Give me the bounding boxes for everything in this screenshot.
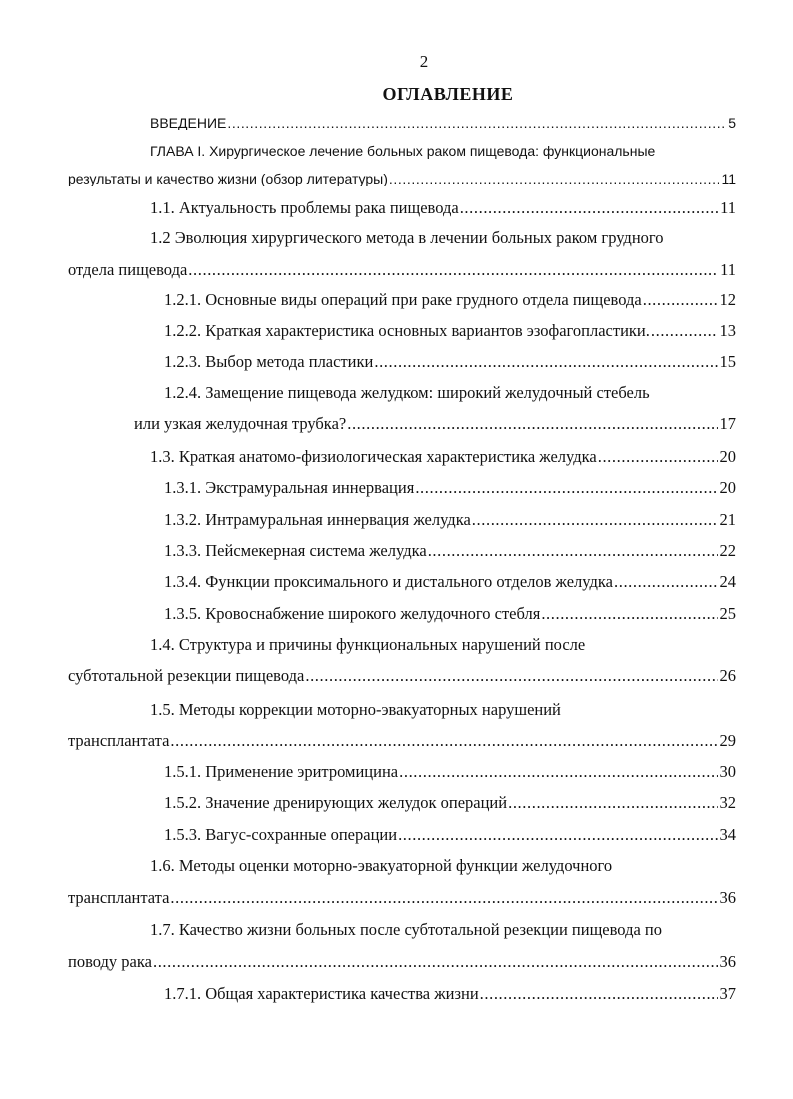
toc-entry-text: 1.3.1. Экстрамуральная иннервация: [164, 480, 415, 497]
toc-entry-text: 1.3.4. Функции проксимального и дистального отделов желудка: [164, 574, 613, 591]
toc-entry-1-3-3[interactable]: [164, 543, 736, 560]
toc-entry-text: 1.2.3. Выбор метода пластики: [164, 354, 374, 371]
toc-entry-page: 25: [719, 606, 736, 623]
toc-entry-1-4[interactable]: [68, 668, 736, 685]
toc-entry-page: 11: [721, 172, 736, 186]
toc-entry-chapter-1[interactable]: [68, 172, 736, 186]
toc-entry-text: трансплантата: [68, 890, 170, 907]
toc-entry-1-3-2[interactable]: [164, 512, 736, 529]
dot-leader: [347, 416, 717, 433]
toc-entry-page: 24: [719, 574, 736, 591]
dot-leader: [188, 262, 718, 279]
toc-entry-1-2-4[interactable]: [134, 416, 736, 433]
toc-entry-1-2-line1[interactable]: 1.2 Эволюция хирургического метода в лечении больных раком грудного: [150, 228, 664, 247]
toc-entry-text: 1.3.2. Интрамуральная иннервация желудка: [164, 512, 471, 529]
toc-entry-text: 1.2.1. Основные виды операций при раке грудного отдела пищевода: [164, 292, 642, 309]
toc-entry-page: 36: [719, 890, 736, 907]
dot-leader: [428, 543, 718, 560]
toc-entry-1-5-2[interactable]: [164, 795, 736, 812]
toc-entry-page: 36: [719, 954, 736, 971]
toc-entry-text: 1.7.1. Общая характеристика качества жизни: [164, 986, 479, 1003]
toc-entry-page: 20: [719, 480, 736, 497]
toc-entry-1-1[interactable]: [150, 200, 736, 217]
dot-leader: [227, 116, 726, 130]
toc-entry-text: 1.2.2. Краткая характеристика основных вариантов эзофагопластики.: [164, 323, 650, 340]
toc-entry-page: 17: [719, 416, 736, 433]
toc-entry-introduction[interactable]: [150, 116, 736, 130]
dot-leader: [541, 606, 717, 623]
dot-leader: [398, 827, 717, 844]
toc-entry-text: 1.3.5. Кровоснабжение широкого желудочного стебля: [164, 606, 541, 623]
toc-entry-1-2-4-line1[interactable]: 1.2.4. Замещение пищевода желудком: широкий желудочный стебель: [164, 383, 650, 402]
toc-entry-text: 1.1. Актуальность проблемы рака пищевода: [150, 200, 459, 217]
toc-entry-page: 5: [728, 116, 736, 130]
dot-leader: [399, 764, 717, 781]
toc-entry-1-5-1[interactable]: [164, 764, 736, 781]
toc-entry-text: ВВЕДЕНИЕ: [150, 116, 227, 130]
toc-entry-text: субтотальной резекции пищевода: [68, 668, 305, 685]
toc-entry-text: 1.3.3. Пейсмекерная система желудка: [164, 543, 427, 560]
dot-leader: [472, 512, 718, 529]
toc-entry-1-5-3[interactable]: [164, 827, 736, 844]
toc-entry-text: 1.5.1. Применение эритромицина: [164, 764, 399, 781]
toc-entry-1-4-line1[interactable]: 1.4. Структура и причины функциональных нарушений после: [150, 635, 586, 654]
toc-entry-page: 37: [719, 986, 736, 1003]
toc-entry-text: результаты и качество жизни (обзор литературы): [68, 172, 388, 186]
toc-entry-1-2-1[interactable]: [164, 292, 736, 309]
toc-entry-text: поводу рака: [68, 954, 152, 971]
toc-entry-page: 20: [719, 449, 736, 466]
toc-entry-text: 1.5.3. Вагус-сохранные операции: [164, 827, 398, 844]
toc-entry-page: 32: [719, 795, 736, 812]
toc-entry-1-2-2[interactable]: [164, 323, 736, 340]
toc-entry-page: 11: [720, 200, 736, 217]
toc-entry-1-6-line1[interactable]: 1.6. Методы оценки моторно-эвакуаторной функции желудочного: [150, 856, 613, 875]
toc-entry-text: 1.5.2. Значение дренирующих желудок операций: [164, 795, 508, 812]
dot-leader: [389, 172, 720, 186]
dot-leader: [460, 200, 718, 217]
toc-entry-1-3[interactable]: [150, 449, 736, 466]
toc-entry-1-7-1[interactable]: [164, 986, 736, 1003]
dot-leader: [415, 480, 717, 497]
toc-entry-1-3-5[interactable]: [164, 606, 736, 623]
dot-leader: [305, 668, 717, 685]
toc-entry-page: 26: [719, 668, 736, 685]
toc-entry-page: 12: [719, 292, 736, 309]
toc-entry-1-3-1[interactable]: [164, 480, 736, 497]
toc-entry-1-5[interactable]: [68, 733, 736, 750]
toc-entry-1-7-line1[interactable]: 1.7. Качество жизни больных после субтотальной резекции пищевода по: [150, 920, 662, 939]
toc-entry-page: 29: [719, 733, 736, 750]
toc-entry-text: отдела пищевода: [68, 262, 188, 279]
toc-entry-1-2[interactable]: [68, 262, 736, 279]
dot-leader: [374, 354, 717, 371]
toc-entry-1-6[interactable]: [68, 890, 736, 907]
dot-leader: [651, 323, 718, 340]
page-title: ОГЛАВЛЕНИЕ: [382, 84, 514, 104]
toc-entry-page: 22: [719, 543, 736, 560]
dot-leader: [614, 574, 718, 591]
page-number: 2: [419, 52, 429, 71]
dot-leader: [643, 292, 718, 309]
dot-leader: [170, 890, 717, 907]
dot-leader: [170, 733, 717, 750]
toc-entry-1-3-4[interactable]: [164, 574, 736, 591]
toc-entry-page: 21: [719, 512, 736, 529]
dot-leader: [508, 795, 717, 812]
toc-entry-page: 11: [720, 262, 736, 279]
toc-entry-text: или узкая желудочная трубка?: [134, 416, 347, 433]
toc-entry-1-2-3[interactable]: [164, 354, 736, 371]
toc-entry-page: 34: [719, 827, 736, 844]
toc-entry-page: 30: [719, 764, 736, 781]
toc-entry-chapter-1-line1[interactable]: ГЛАВА I. Хирургическое лечение больных раком пищевода: функциональные: [150, 143, 656, 159]
toc-entry-page: 13: [719, 323, 736, 340]
toc-entry-1-5-line1[interactable]: 1.5. Методы коррекции моторно-эвакуаторных нарушений: [150, 700, 561, 719]
dot-leader: [598, 449, 718, 466]
toc-entry-text: трансплантата: [68, 733, 170, 750]
toc-entry-text: 1.3. Краткая анатомо-физиологическая характеристика желудка: [150, 449, 597, 466]
dot-leader: [480, 986, 718, 1003]
toc-entry-page: 15: [719, 354, 736, 371]
toc-entry-1-7[interactable]: [68, 954, 736, 971]
dot-leader: [153, 954, 718, 971]
